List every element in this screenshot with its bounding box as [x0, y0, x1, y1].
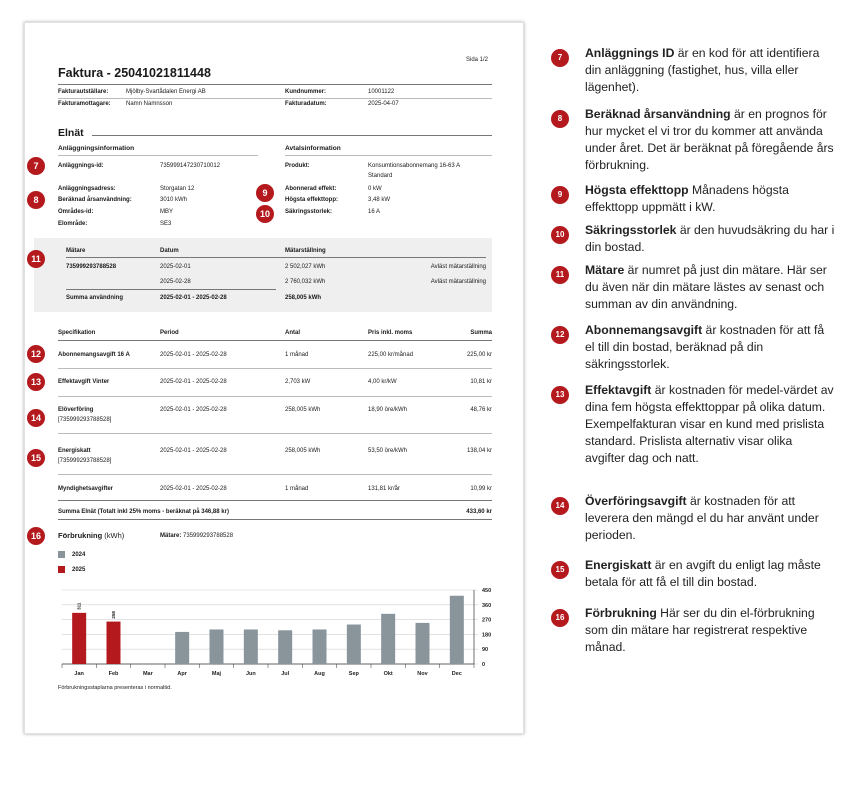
meter-note: Avläst mätarställning	[430, 264, 486, 270]
consumption-unit: (kWh)	[104, 531, 125, 540]
price-area-value: SE3	[160, 221, 172, 227]
spec-period: 2025-02-01 - 2025-02-28	[160, 379, 227, 385]
fuse-size-label: Säkringsstorlek:	[285, 209, 333, 215]
divider	[58, 433, 492, 434]
bar-2024-okt	[381, 614, 395, 664]
spec-sum: 48,76 kr	[470, 407, 492, 413]
chart-footnote: Förbrukningsstaplarna presenteras i normaltid.	[58, 685, 172, 691]
spec-price: 53,50 öre/kWh	[368, 448, 408, 454]
product-label: Produkt:	[285, 163, 310, 169]
product-value-2: Standard	[368, 173, 393, 179]
annotation-text: är den huvudsäkring du har i din bostad.	[585, 223, 835, 254]
fuse-size-value: 16 A	[368, 209, 381, 215]
bar-2024-maj	[210, 629, 224, 664]
divider	[66, 257, 486, 258]
spec-period: 2025-02-01 - 2025-02-28	[160, 407, 227, 413]
badge-8: 8	[27, 191, 45, 209]
spec-qty: 2,703 kW	[285, 379, 311, 385]
divider	[58, 84, 492, 85]
meter-reading: 2 502,027 kWh	[285, 264, 326, 270]
invoice-date-label: Fakturadatum:	[285, 101, 327, 107]
x-tick-label: Jul	[281, 671, 290, 677]
price-col-header: Pris inkl. moms	[368, 330, 413, 336]
spec-name: Abonnemangsavgift 16 A	[58, 352, 130, 358]
legend-swatch-2025	[58, 566, 65, 573]
spec-qty: 258,005 kWh	[285, 448, 321, 454]
bar-2024-jul	[278, 630, 292, 664]
badge-15: 15	[27, 449, 45, 467]
annual-usage-label: Beräknad årsanvändning:	[58, 197, 132, 203]
bar-2024-aug	[313, 629, 327, 664]
spec-sum: 225,00 kr	[466, 352, 492, 358]
spec-period: 2025-02-01 - 2025-02-28	[160, 352, 227, 358]
y-tick-label: 0	[482, 662, 486, 668]
badge-16: 16	[27, 527, 45, 545]
subscribed-power-value: 0 kW	[368, 186, 382, 192]
spec-period: 2025-02-01 - 2025-02-28	[160, 486, 227, 492]
x-tick-label: Dec	[451, 671, 462, 677]
x-tick-label: Aug	[314, 671, 325, 677]
meter-number: 735999293788528	[66, 264, 117, 270]
data-label: 311	[76, 602, 82, 610]
recipient-label: Fakturamottagare:	[58, 101, 111, 107]
spec-price: 18,90 öre/kWh	[368, 407, 408, 413]
annotation-text: är kostnaden för medel-värdet av dina fem högsta effekttoppar på olika datum. Exempelfakturan visar en kund med prislista standard. Prislista alternativ visar olika avgifter dag och natt.	[585, 383, 834, 465]
consumption-chart	[24, 580, 504, 690]
annotation-9	[585, 182, 835, 216]
spec-sub: [735999293788528]	[58, 458, 112, 464]
y-tick-label: 360	[482, 602, 492, 609]
annotation-13	[585, 382, 835, 467]
peak-power-label: Högsta effekttopp:	[285, 197, 338, 203]
meter-date: 2025-02-28	[160, 279, 191, 285]
annotation-text: är en prognos för hur mycket el vi tror du kommer att använda under året. Det är beräknat på föregående års förbrukning.	[585, 107, 834, 172]
annotation-title: Mätare	[585, 263, 625, 277]
annotation-14	[585, 493, 835, 544]
facility-address-label: Anläggningsadress:	[58, 186, 116, 192]
consumption-meter-label: Mätare:	[160, 533, 182, 539]
invoice-date-value: 2025-04-07	[368, 101, 399, 107]
spec-col-header: Specifikation	[58, 330, 96, 336]
annotation-title: Anläggnings ID	[585, 46, 675, 60]
badge-12: 12	[27, 345, 45, 363]
annotation-text: är en avgift du enligt lag måste betala för att få el till din bostad.	[585, 558, 821, 589]
customer-number-label: Kundnummer:	[285, 89, 326, 95]
issuer-label: Fakturautställare:	[58, 89, 109, 95]
badge-13: 13	[27, 373, 45, 391]
area-id-label: Områdes-id:	[58, 209, 94, 215]
annotation-15	[585, 557, 835, 591]
sum-col-header: Summa	[470, 330, 492, 336]
spec-price: 225,00 kr/månad	[368, 352, 414, 358]
divider	[58, 500, 492, 501]
meter-col-header: Mätare	[66, 248, 86, 254]
usage-sum-value: 258,005 kWh	[285, 295, 322, 301]
contract-heading: Avtalsinformation	[285, 145, 341, 152]
annotation-text: är kostnaden för att leverera den mängd el du har använt under perioden.	[585, 494, 819, 542]
badge-9: 9	[256, 184, 274, 202]
usage-sum-period: 2025-02-01 - 2025-02-28	[160, 295, 227, 301]
facility-id-label: Anläggnings-id:	[58, 163, 104, 169]
divider	[58, 98, 492, 99]
x-tick-label: Jun	[245, 671, 256, 677]
y-tick-label: 180	[482, 632, 492, 639]
annotation-badge-7: 7	[551, 49, 569, 67]
divider	[66, 289, 276, 290]
badge-10: 10	[256, 205, 274, 223]
annotation-title: Förbrukning	[585, 606, 657, 620]
area-id-value: MBY	[160, 209, 174, 215]
annotation-text: är numret på just din mätare. Här ser du även när din mätare lästes av senast och summan av din användning.	[585, 263, 827, 311]
annotation-title: Högsta effekttopp	[585, 183, 689, 197]
legend-label-2025: 2025	[72, 567, 86, 573]
x-tick-label: Mar	[142, 671, 153, 677]
annotation-title: Säkringsstorlek	[585, 223, 677, 237]
section-title: Elnät	[58, 127, 84, 139]
spec-name: Myndighetsavgifter	[58, 486, 114, 492]
x-tick-label: Okt	[383, 671, 393, 677]
subscribed-power-label: Abonnerad effekt:	[285, 186, 337, 192]
annotation-text: Månadens högsta effekttopp uppmätt i kW.	[585, 183, 789, 214]
spec-qty: 1 månad	[285, 352, 309, 358]
recipient-value: Namn Namnsson	[126, 101, 173, 107]
period-col-header: Period	[160, 330, 179, 336]
annotation-8	[585, 106, 835, 174]
badge-14: 14	[27, 409, 45, 427]
spec-price: 4,00 kr/kW	[368, 379, 397, 385]
bar-2024-jun	[244, 629, 258, 664]
bar-2025-jan	[72, 613, 86, 664]
chart-bars	[72, 596, 464, 664]
consumption-title-row	[58, 531, 124, 540]
bar-2025-feb	[107, 622, 121, 664]
y-tick-label: 270	[482, 617, 492, 624]
annotation-badge-15: 15	[551, 561, 569, 579]
invoice-title: Faktura - 25041021811448	[58, 66, 211, 80]
reading-col-header: Mätarställning	[285, 248, 326, 254]
badge-7: 7	[27, 157, 45, 175]
facility-id-value: 735999147230710012	[160, 163, 221, 169]
annotation-badge-9: 9	[551, 186, 569, 204]
annotation-title: Abonnemangsavgift	[585, 323, 703, 337]
annotation-badge-10: 10	[551, 226, 569, 244]
bar-2024-nov	[416, 623, 430, 664]
divider	[58, 155, 258, 156]
annotation-title: Energiskatt	[585, 558, 652, 572]
spec-name: Energiskatt	[58, 448, 91, 454]
spec-sum: 10,81 kr	[470, 379, 492, 385]
bar-2024-dec	[450, 596, 464, 664]
annotation-badge-13: 13	[551, 386, 569, 404]
facility-heading: Anläggningsinformation	[58, 145, 135, 152]
annotation-text: är en kod för att identifiera din anläggning (fastighet, hus, villa eller lägenhet).	[585, 46, 820, 94]
legend-label-2024: 2024	[72, 552, 86, 558]
x-tick-label: Nov	[417, 671, 428, 677]
customer-number-value: 10001122	[368, 89, 395, 95]
spec-price: 131,81 kr/år	[368, 486, 401, 492]
x-tick-label: Maj	[211, 671, 222, 677]
consumption-meter-value: 735999293788528	[183, 533, 234, 539]
annotation-badge-16: 16	[551, 609, 569, 627]
spec-name: Effektavgift Vinter	[58, 379, 110, 385]
annotation-title: Effektavgift	[585, 383, 652, 397]
divider	[58, 474, 492, 475]
divider	[58, 340, 492, 341]
meter-date: 2025-02-01	[160, 264, 191, 270]
annotation-title: Beräknad årsanvändning	[585, 107, 731, 121]
x-tick-label: Apr	[177, 671, 187, 677]
spec-period: 2025-02-01 - 2025-02-28	[160, 448, 227, 454]
divider	[58, 396, 492, 397]
annotation-text: är kostnaden för att få el till din bostad, beräknad på din säkringsstorlek.	[585, 323, 825, 371]
price-area-label: Elområde:	[58, 221, 88, 227]
qty-col-header: Antal	[285, 330, 300, 336]
spec-qty: 258,005 kWh	[285, 407, 321, 413]
annotation-badge-11: 11	[551, 266, 569, 284]
total-value: 433,60 kr	[466, 509, 492, 515]
x-tick-label: Jan	[74, 671, 84, 677]
usage-sum-label: Summa användning	[66, 295, 124, 301]
facility-address-value: Storgatan 12	[160, 186, 195, 192]
y-tick-label: 450	[482, 588, 492, 594]
x-tick-label: Sep	[348, 671, 359, 677]
meter-note: Avläst mätarställning	[430, 279, 486, 285]
product-value: Konsumtionsabonnemang 16-63 A	[368, 163, 461, 169]
annual-usage-value: 3010 kWh	[160, 197, 188, 203]
spec-qty: 1 månad	[285, 486, 309, 492]
spec-sum: 10,99 kr	[470, 486, 492, 492]
annotation-11	[585, 262, 835, 313]
consumption-meter	[160, 532, 233, 540]
section-divider	[92, 135, 492, 136]
spec-name: Elöverföring	[58, 407, 94, 413]
annotation-text: Här ser du din el-förbrukning som din mätare har registrerat respektive månad.	[585, 606, 815, 654]
divider	[285, 155, 492, 156]
badge-11: 11	[27, 250, 45, 268]
data-label: 258	[111, 611, 116, 619]
annotation-12	[585, 322, 835, 373]
bar-2024-apr	[175, 632, 189, 664]
divider	[58, 368, 492, 369]
meter-reading: 2 760,032 kWh	[285, 279, 326, 285]
x-tick-label: Feb	[108, 671, 119, 677]
date-col-header: Datum	[160, 248, 179, 254]
y-tick-label: 90	[482, 647, 489, 654]
total-label: Summa Elnät (Totalt inkl 25% moms - beräknat på 346,88 kr)	[58, 509, 229, 515]
page-number: Sida 1/2	[466, 57, 489, 63]
divider	[58, 519, 492, 520]
annotation-badge-14: 14	[551, 497, 569, 515]
peak-power-value: 3,48 kW	[368, 197, 391, 203]
annotation-7	[585, 45, 835, 96]
annotation-title: Överföringsavgift	[585, 494, 687, 508]
spec-sub: [735999293788528]	[58, 417, 112, 423]
legend-swatch-2024	[58, 551, 65, 558]
annotation-badge-8: 8	[551, 110, 569, 128]
spec-sum: 138,04 kr	[466, 448, 492, 454]
annotation-10	[585, 222, 835, 256]
bar-2024-sep	[347, 625, 361, 664]
consumption-title: Förbrukning	[58, 531, 103, 540]
annotation-16	[585, 605, 835, 656]
issuer-value: Mjölby-Svartådalen Energi AB	[126, 89, 206, 95]
annotation-badge-12: 12	[551, 326, 569, 344]
